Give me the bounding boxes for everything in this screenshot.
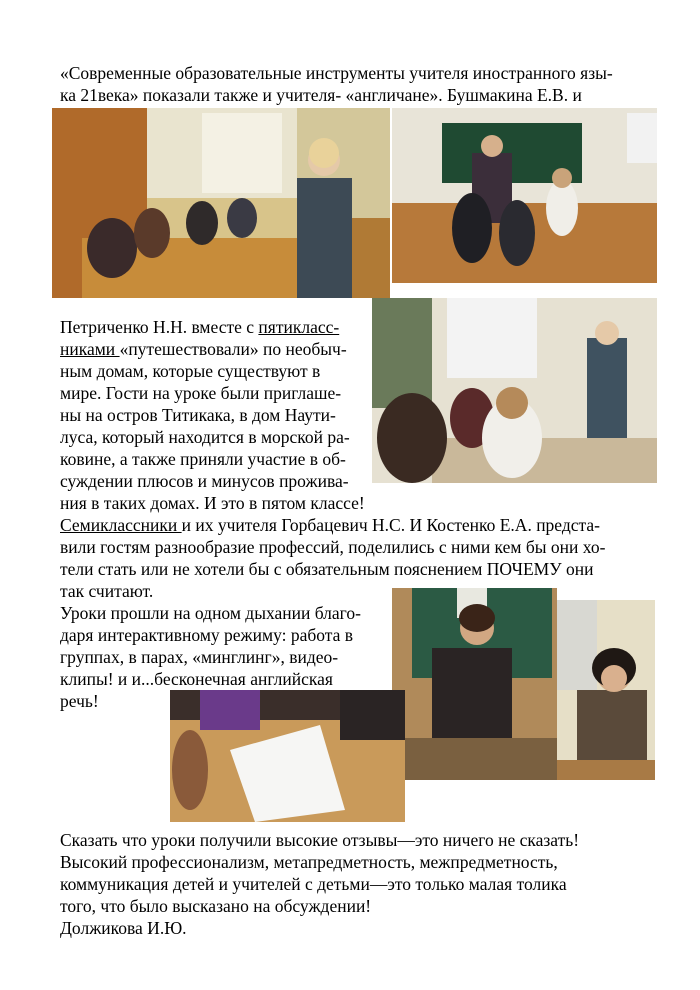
author-signature: Должикова И.Ю. xyxy=(60,918,187,938)
lessons-line-4: клипы! и и...бесконечная английская xyxy=(60,669,333,689)
fifth-line-1 xyxy=(60,317,339,339)
summary-line-1: Сказать что уроки получили высокие отзывы—это ничего не сказать! xyxy=(60,830,580,850)
photo-smiling-teacher xyxy=(557,600,655,780)
photo-teachers-meeting xyxy=(52,108,390,298)
seventh-line-2: вили гостям разнообразие профессий, поделились с ними кем бы они хо- xyxy=(60,537,606,557)
fifth-line-8: суждении плюсов и минусов прожива- xyxy=(60,471,349,491)
lessons-line-3: группах, в парах, «минглинг», видео- xyxy=(60,647,339,667)
fifth-line-3: ным домам, которые существуют в xyxy=(60,361,321,381)
summary-line-4: того, что было высказано на обсуждении! xyxy=(60,896,372,916)
lessons-line-1: Уроки прошли на одном дыхании благо- xyxy=(60,603,362,623)
fifth-line-6: луса, который находится в морской ра- xyxy=(60,427,350,447)
summary-line-3: коммуникация детей и учителей с детьми—это только малая толика xyxy=(60,874,567,894)
summary-line-2: Высокий профессионализм, метапредметность, межпредметность, xyxy=(60,852,558,872)
fifth-line-2 xyxy=(60,339,347,361)
fifth-graders-link-part-1: пятикласс- xyxy=(258,317,340,337)
fifth-line-2-text: «путешествовали» по необыч- xyxy=(119,339,347,359)
lessons-line-2: даря интерактивному режиму: работа в xyxy=(60,625,354,645)
photo-fifth-graders xyxy=(372,298,657,483)
fifth-line-9: ния в таких домах. И это в пятом классе! xyxy=(60,493,365,513)
fifth-line-1-text: Петриченко Н.Н. вместе с xyxy=(60,317,259,337)
fifth-line-4: мире. Гости на уроке были приглаше- xyxy=(60,383,342,403)
fifth-line-5: ны на остров Титикака, в дом Наути- xyxy=(60,405,336,425)
photo-teacher-with-students xyxy=(392,588,557,780)
fifth-graders-link-part-2: никами xyxy=(60,339,120,359)
seventh-line-4: так считают. xyxy=(60,581,154,601)
lessons-line-5: речь! xyxy=(60,691,99,711)
intro-line-1: «Современные образовательные инструменты учителя иностранного язы- xyxy=(60,63,613,83)
seventh-graders-link: Семиклассники xyxy=(60,515,182,535)
seventh-line-1 xyxy=(60,515,600,537)
seventh-line-1-text: и их учителя Горбацевич Н.С. И Костенко Е.А. предста- xyxy=(181,515,600,535)
photo-classroom-blackboard xyxy=(392,108,657,283)
intro-line-2: ка 21века» показали также и учителя- «англичане». Бушмакина Е.В. и xyxy=(60,85,582,105)
photo-worksheets xyxy=(170,690,405,822)
seventh-line-3: тели стать или не хотели бы с обязательным пояснением ПОЧЕМУ они xyxy=(60,559,594,579)
fifth-line-7: ковине, а также приняли участие в об- xyxy=(60,449,346,469)
